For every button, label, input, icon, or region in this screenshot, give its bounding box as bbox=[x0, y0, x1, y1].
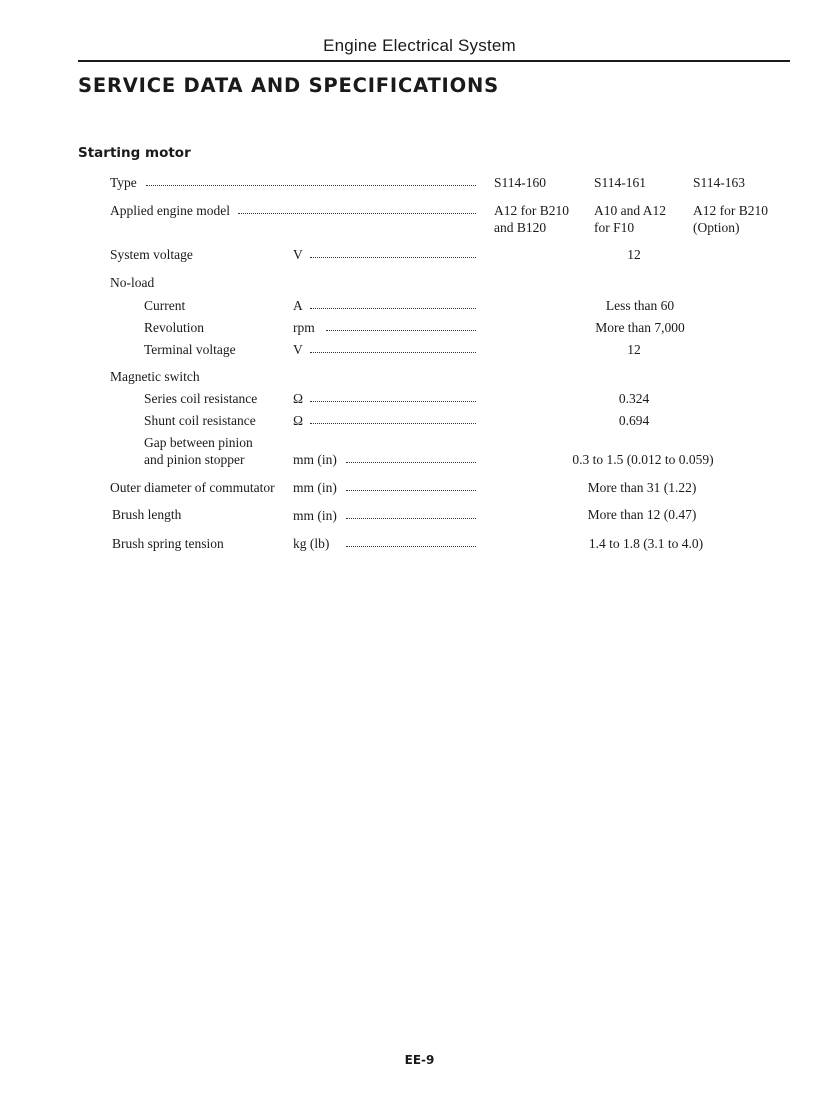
system-voltage-leader bbox=[310, 257, 476, 258]
series-coil-unit: Ω bbox=[293, 391, 304, 406]
series-coil-value: 0.324 bbox=[618, 391, 650, 406]
gap-unit: mm (in) bbox=[293, 452, 337, 467]
brush-length-unit: mm (in) bbox=[293, 508, 337, 523]
revolution-value: More than 7,000 bbox=[595, 320, 685, 335]
section-title: Starting motor bbox=[78, 145, 191, 161]
gap-label-line2: and pinion stopper bbox=[144, 452, 245, 467]
outer-diameter-value: More than 31 (1.22) bbox=[587, 480, 697, 495]
brush-spring-unit: kg (lb) bbox=[293, 536, 330, 551]
system-voltage-label: System voltage bbox=[110, 247, 193, 262]
magnetic-switch-label: Magnetic switch bbox=[110, 369, 200, 384]
brush-spring-leader bbox=[346, 546, 476, 547]
type-value-3: S114-163 bbox=[693, 175, 746, 190]
terminal-voltage-unit: V bbox=[293, 342, 303, 357]
brush-spring-value: 1.4 to 1.8 (3.1 to 4.0) bbox=[588, 536, 704, 551]
applied-model-1-line2: and B120 bbox=[494, 220, 547, 235]
current-value: Less than 60 bbox=[605, 298, 675, 313]
type-value-2: S114-161 bbox=[594, 175, 647, 190]
gap-label-line1: Gap between pinion bbox=[144, 435, 253, 450]
shunt-coil-unit: Ω bbox=[293, 413, 304, 428]
brush-length-label: Brush length bbox=[112, 507, 182, 522]
revolution-unit: rpm bbox=[293, 320, 315, 335]
brush-length-leader bbox=[346, 518, 476, 519]
gap-leader bbox=[346, 462, 476, 463]
type-leader bbox=[146, 185, 476, 186]
header-title: Engine Electrical System bbox=[323, 36, 516, 55]
header-divider bbox=[78, 60, 790, 62]
shunt-coil-leader bbox=[310, 423, 476, 424]
applied-engine-model-leader bbox=[238, 213, 476, 214]
current-unit: A bbox=[293, 298, 303, 313]
applied-engine-model-label: Applied engine model bbox=[110, 203, 230, 218]
terminal-voltage-value: 12 bbox=[627, 342, 641, 357]
system-voltage-unit: V bbox=[293, 247, 303, 262]
type-value-1: S114-160 bbox=[494, 175, 547, 190]
current-leader bbox=[310, 308, 476, 309]
applied-model-3-line2: (Option) bbox=[693, 220, 740, 235]
shunt-coil-label: Shunt coil resistance bbox=[144, 413, 256, 428]
page-number: EE-9 bbox=[404, 1053, 435, 1067]
series-coil-leader bbox=[310, 401, 476, 402]
applied-model-1-line1: A12 for B210 bbox=[494, 203, 569, 218]
outer-diameter-label: Outer diameter of commutator bbox=[110, 480, 275, 495]
applied-model-2-line1: A10 and A12 bbox=[594, 203, 666, 218]
outer-diameter-leader bbox=[346, 490, 476, 491]
revolution-label: Revolution bbox=[144, 320, 204, 335]
current-label: Current bbox=[144, 298, 186, 313]
revolution-leader bbox=[326, 330, 476, 331]
terminal-voltage-label: Terminal voltage bbox=[144, 342, 236, 357]
series-coil-label: Series coil resistance bbox=[144, 391, 258, 406]
applied-model-2-line2: for F10 bbox=[594, 220, 635, 235]
outer-diameter-unit: mm (in) bbox=[293, 480, 337, 495]
brush-length-value: More than 12 (0.47) bbox=[587, 507, 697, 522]
brush-spring-label: Brush spring tension bbox=[112, 536, 224, 551]
type-label: Type bbox=[110, 175, 137, 190]
shunt-coil-value: 0.694 bbox=[618, 413, 650, 428]
gap-value: 0.3 to 1.5 (0.012 to 0.059) bbox=[572, 452, 714, 467]
page-title: SERVICE DATA AND SPECIFICATIONS bbox=[78, 74, 499, 97]
no-load-label: No-load bbox=[110, 275, 155, 290]
system-voltage-value: 12 bbox=[627, 247, 641, 262]
applied-model-3-line1: A12 for B210 bbox=[693, 203, 768, 218]
terminal-voltage-leader bbox=[310, 352, 476, 353]
